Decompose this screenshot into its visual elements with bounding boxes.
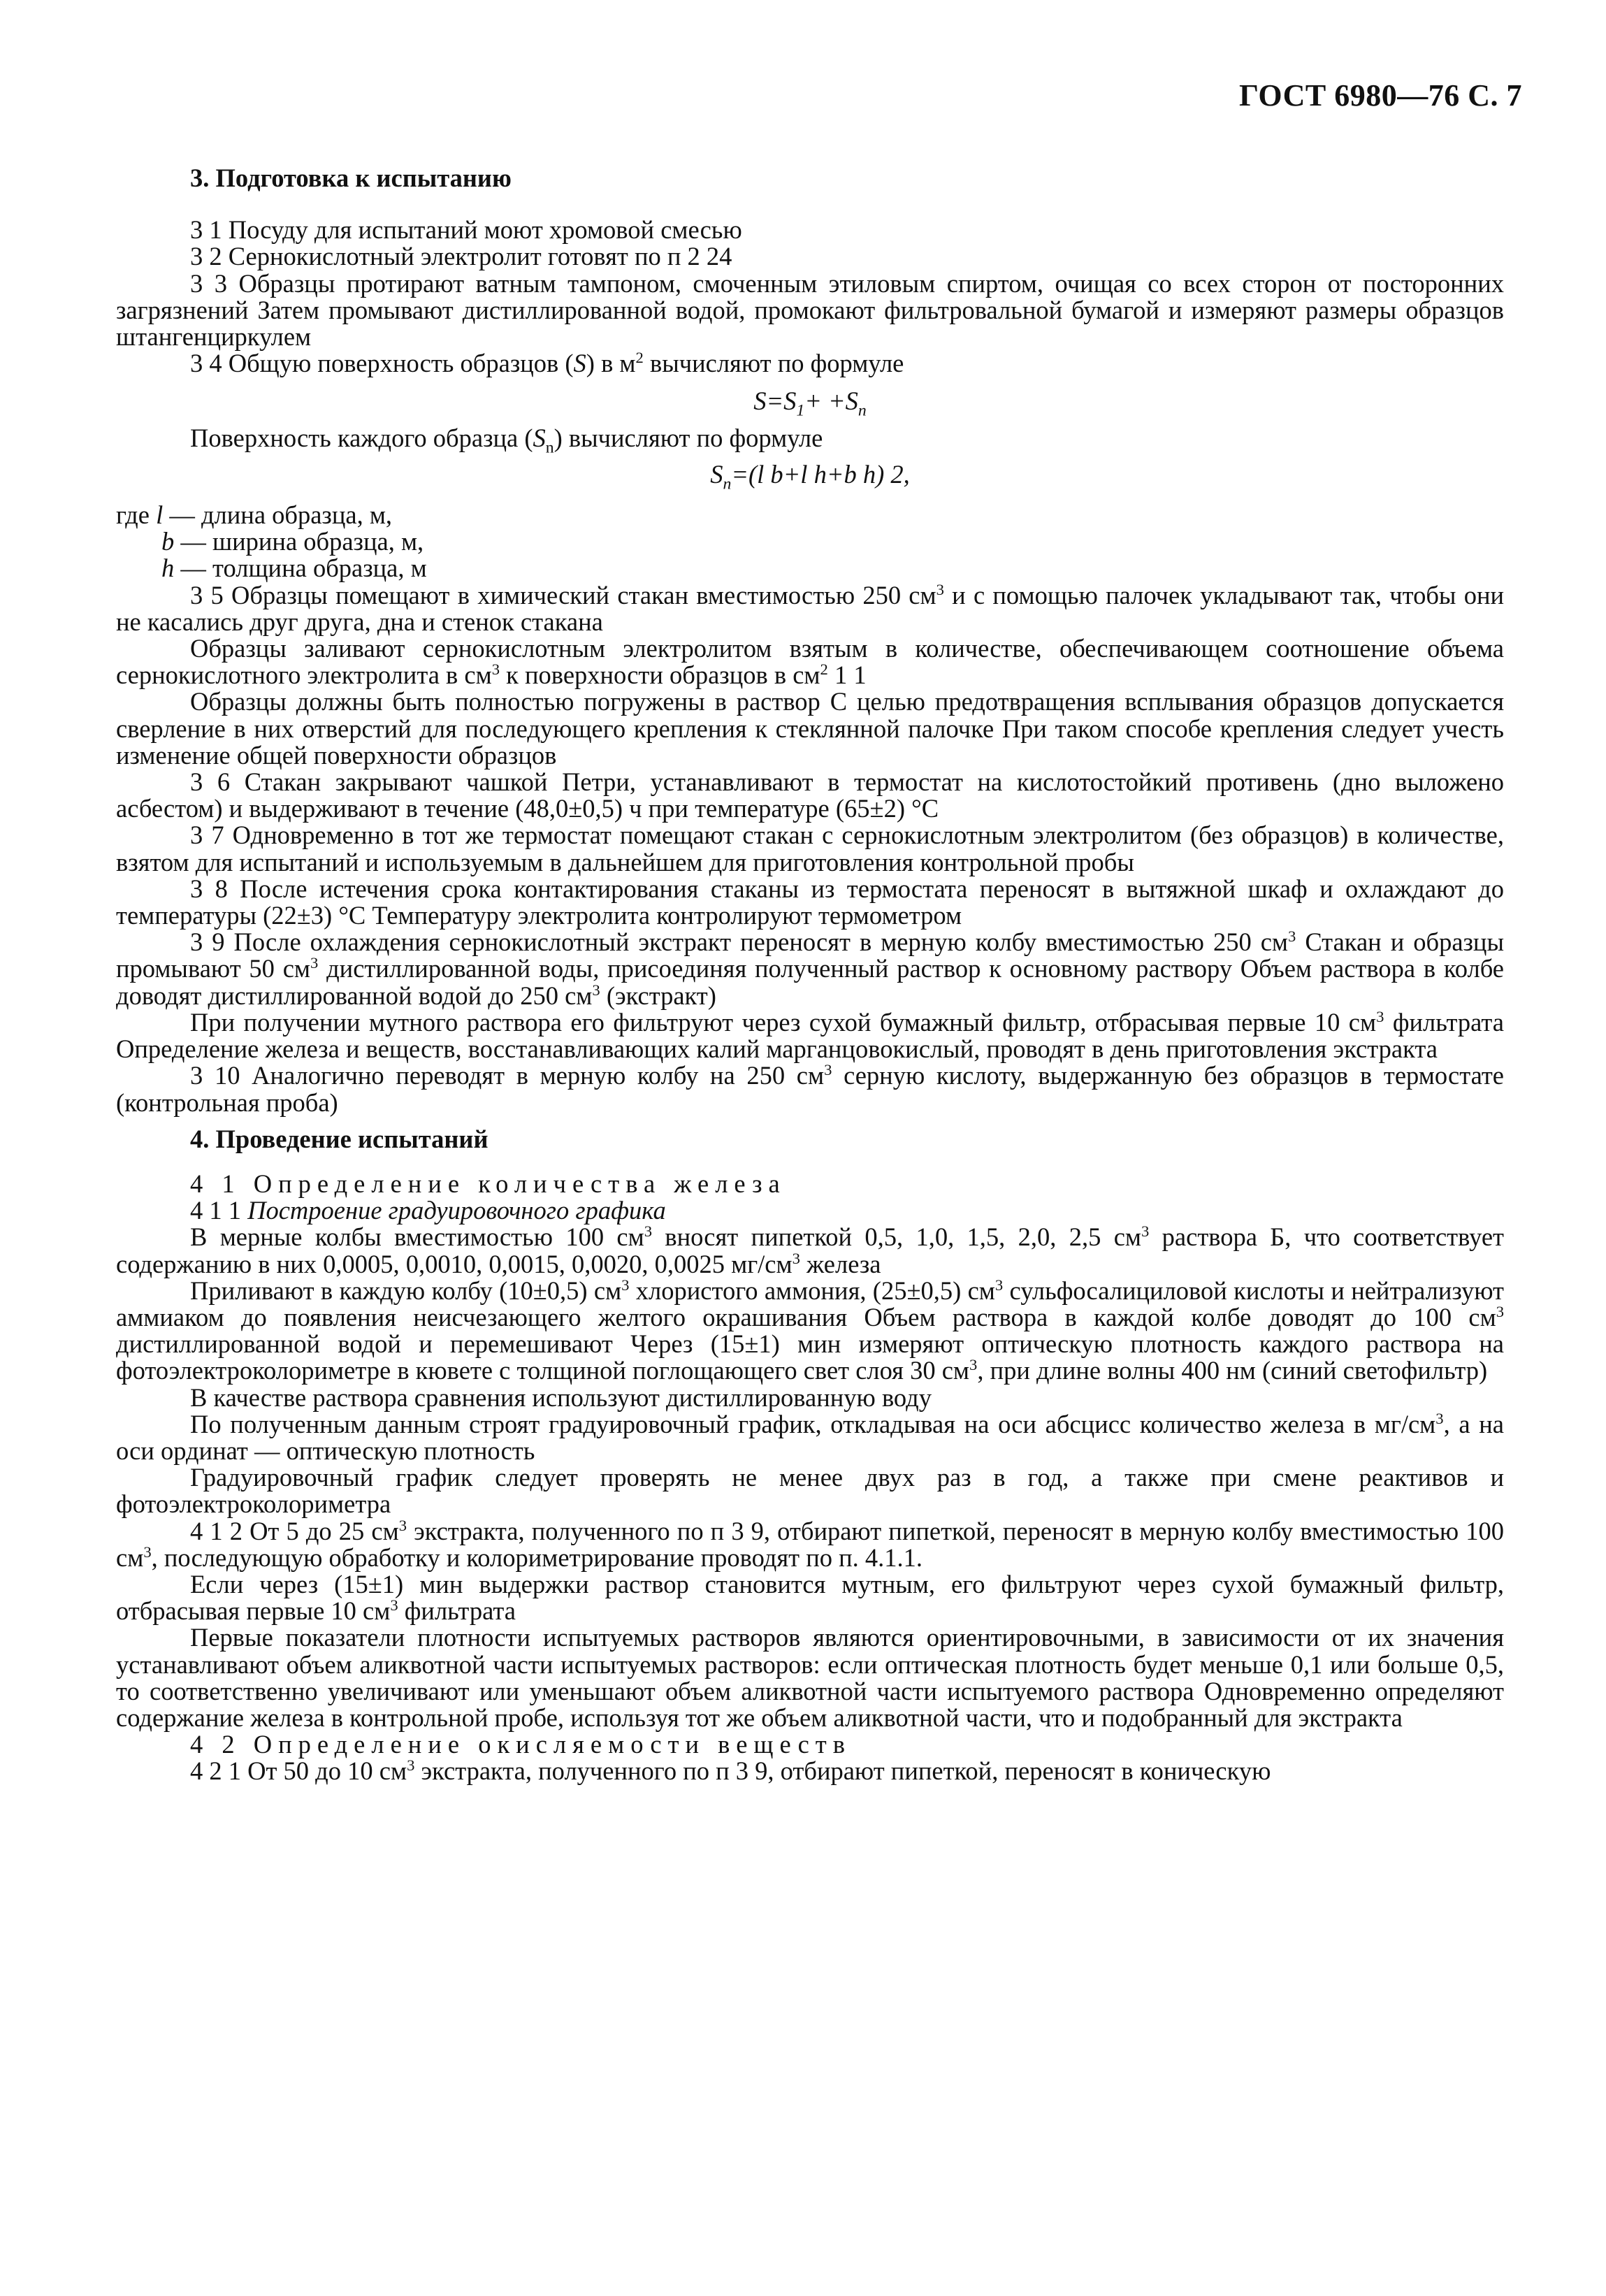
paragraph-4-1-2: 4 1 2 От 5 до 25 $см^3$ экстракта, полученного по п 3 9, отбирают пипеткой, переносят в мерную колбу вместимостью 100 $см^3$, последующую обработку и колориметрирование проводят по п. 4.1.1. [116, 1516, 1504, 1572]
paragraph-4-1-1-c: В качестве раствора сравнения используют дистиллированную воду [190, 1382, 932, 1412]
paragraph-3-4: 3 4 Общую поверхность образцов (S) в $м^2$ вычисляют по формуле [190, 349, 904, 378]
paragraph-3-9: 3 9 После охлаждения сернокислотный экстракт переносят в мерную колбу вместимостью 250 $см^3$ Стакан и образцы промывают 50 $см^3$ дистиллированной воды, присоединяя полученный раствор к основному раствору Объем раствора в колбе доводят дистиллированной водой до 250 $см^3$ (экстракт) [116, 927, 1504, 1010]
definition-b: b — ширина образца, м, [161, 527, 424, 556]
paragraph-3-7: 3 7 Одновременно в тот же термостат помещают стакан с сернокислотным электролитом (без образцов) в количестве, взятом для испытаний и используемым в дальнейшем для приготовления контрольной пробы [116, 821, 1504, 876]
formula-each-surface: $S_n=(l$ b+l h+b h) 2, [710, 459, 910, 493]
paragraph-3-6: 3 6 Стакан закрывают чашкой Петри, устанавливают в термостат на кислотостойкий противень (дно выложено асбестом) и выдерживают в течение (48,0±0,5) ч при температуре (65±2) °С [116, 767, 1504, 823]
formula-definitions [116, 502, 1504, 582]
paragraph-3-1: 3 1 Посуду для испытаний моют хромовой смесью [190, 215, 742, 245]
page-content [116, 165, 1504, 1785]
subsection-4-1-1: 4 1 1 Построение градуировочного графика [190, 1196, 666, 1225]
paragraph-3-2: 3 2 Сернокислотный электролит готовят по п 2 24 [190, 242, 732, 271]
section-title-4: 4. Проведение испытаний [190, 1124, 489, 1153]
paragraph-3-3: 3 3 Образцы протирают ватным тампоном, смоченным этиловым спиртом, очищая со всех сторон от посторонних загрязнений Затем промывают дистиллированной водой, промокают фильтровальной бумагой и измеряют размеры образцов штангенциркулем [116, 268, 1504, 352]
paragraph-4-1-1-a: В мерные колбы вместимостью 100 $см^3$ вносят пипеткой 0,5, 1,0, 1,5, 2,0, 2,5 $см^3$ раствора Б, что соответствует содержанию в них 0,0005, 0,0010, 0,0015, 0,0020, 0,0025 $мг/см^3$ железа [116, 1222, 1505, 1278]
definition-h: h — толщина образца, м [161, 554, 427, 583]
paragraph-4-2-1: 4 2 1 От 50 до 10 $см^3$ экстракта, полученного по п 3 9, отбирают пипеткой, переносят в коническую [190, 1756, 1271, 1786]
paragraph-3-9-filter: При получении мутного раствора его фильтруют через сухой бумажный фильтр, отбрасывая первые 10 $см^3$ фильтрата Определение железа и веществ, восстанавливающих калий марганцовокислый, проводят в день приготовления экстракта [116, 1007, 1505, 1064]
section-title-3: 3. Подготовка к испытанию [190, 164, 512, 192]
subsection-4-1: 4 1 Определение количества железа [190, 1169, 786, 1198]
definition-l: где l — длина образца, м, [116, 500, 393, 530]
subsection-4-2: 4 2 Определение окисляемости веществ [190, 1730, 851, 1759]
paragraph-3-5: 3 5 Образцы помещают в химический стакан вместимостью 250 $см^3$ и с помощью палочек укладывают так, чтобы они не касались друг друга, дна и стенок стакана [116, 580, 1505, 636]
paragraph-3-10: 3 10 Аналогично переводят в мерную колбу на 250 $см^3$ серную кислоту, выдержанную без образцов в термостате (контрольная проба) [116, 1061, 1504, 1117]
paragraph-3-5-immersion: Образцы должны быть полностью погружены в раствор С целью предотвращения всплывания образцов допускается сверление в них отверстий для последующего крепления к стеклянной палочке При таком способе крепления следует учесть изменение общей поверхности образцов [116, 687, 1504, 770]
paragraph-3-8: 3 8 После истечения срока контактирования стаканы из термостата переносят в вытяжной шкаф и охлаждают до температуры (22±3) °С Температуру электролита контролируют термометром [116, 874, 1504, 930]
paragraph-4-1-2-turbid: Если через (15±1) мин выдержки раствор становится мутным, его фильтруют через сухой бумажный фильтр, отбрасывая первые 10 $см^3$ фильтрата [116, 1569, 1504, 1626]
page-header: ГОСТ 6980—76 С. 7 [1238, 78, 1522, 113]
paragraph-each-surface: Поверхность каждого образца $(S_n)$ вычисляют по формуле [190, 423, 823, 456]
paragraph-4-1-2-aliquot: Первые показатели плотности испытуемых растворов являются ориентировочными, в зависимости от их значения устанавливают объем аликвотной части испытуемых растворов: если оптическая плотность будет меньше 0,1 или больше 0,5, то соответственно увеличивают или уменьшают объем аликвотной части испытуемого раствора Одновременно определяют содержание железа в контрольной пробе, используя тот же объем аликвотной части, что и подобранный для экстракта [116, 1623, 1504, 1732]
formula-total-surface: $S=S_1+ +S_n$ [753, 387, 867, 420]
paragraph-4-1-1-d: По полученным данным строят градуировочный график, откладывая на оси абсцисс количество железа в $мг/см^3$, а на оси ординат — оптическую плотность [116, 1409, 1505, 1465]
paragraph-4-1-1-e: Градуировочный график следует проверять не менее двух раз в год, а также при смене реактивов и фотоэлектроколориметра [116, 1463, 1504, 1519]
paragraph-3-5-ratio: Образцы заливают сернокислотным электролитом взятым в количестве, обеспечивающем соотношение объема сернокислотного электролита в $см^3$ к поверхности образцов в $см^2$ 1 1 [116, 634, 1504, 690]
paragraph-4-1-1-b: Приливают в каждую колбу (10±0,5) $см^3$ хлористого аммония, (25±0,5) $см^3$ сульфосалициловой кислоты и нейтрализуют аммиаком до появления неисчезающего желтого окрашивания Объем раствора в каждой колбе доводят до 100 $см^3$ дистиллированной водой и перемешивают Через (15±1) мин измеряют оптическую плотность каждого раствора на фотоэлектроколориметре в кювете с толщиной поглощающего свет слоя 30 $см^3$, при длине волны 400 нм (синий светофильтр) [116, 1276, 1505, 1385]
